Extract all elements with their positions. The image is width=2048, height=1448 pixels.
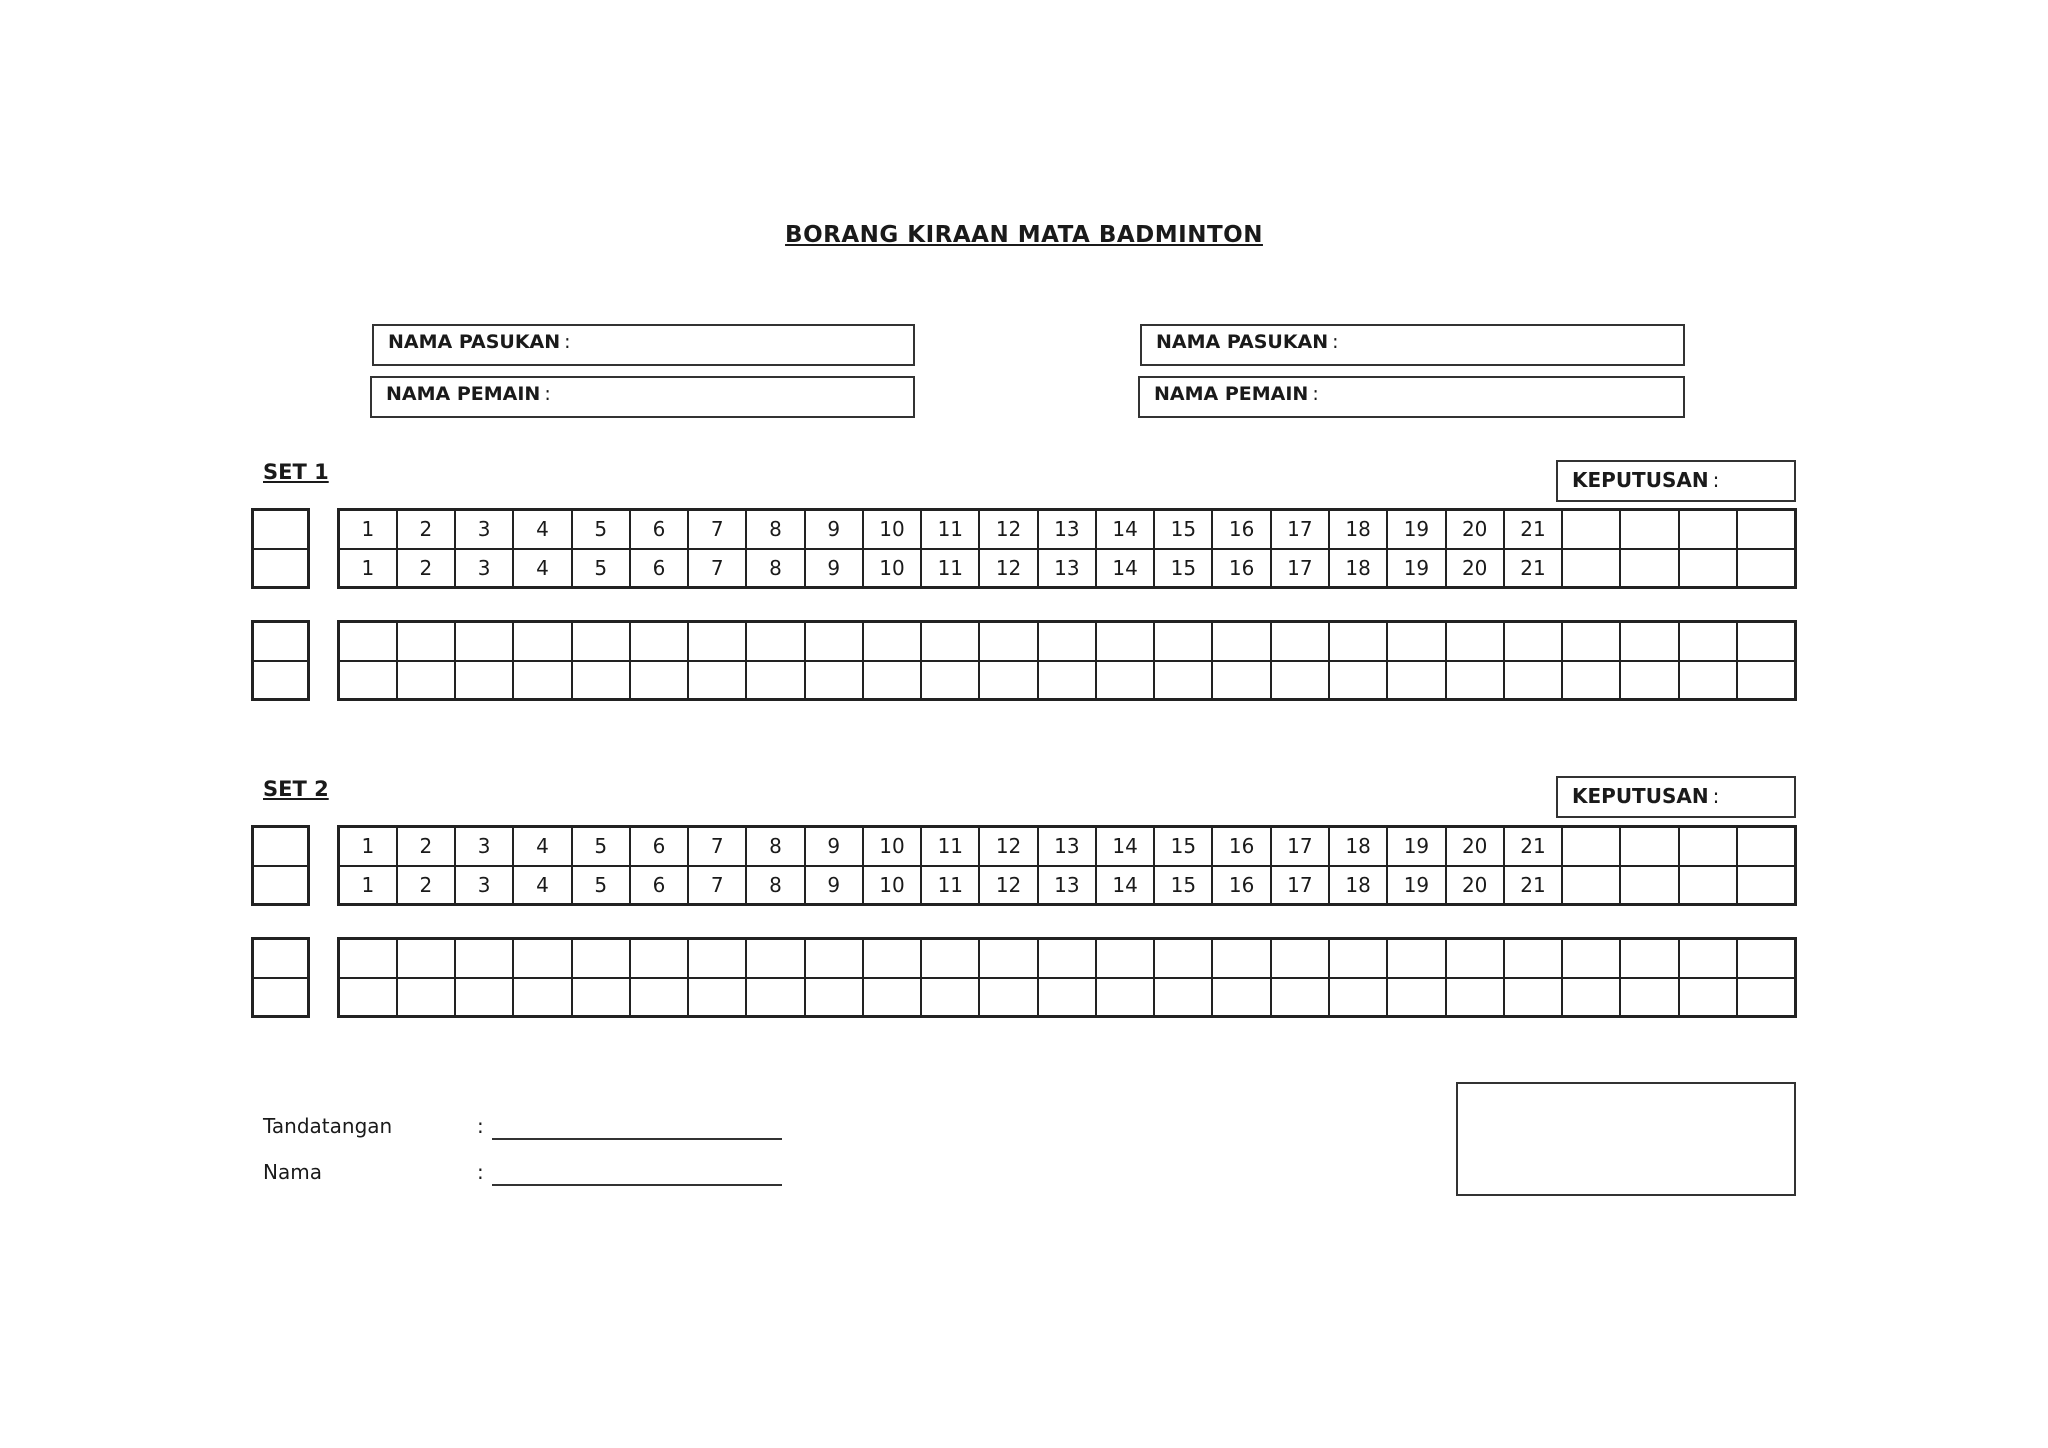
tally-cell[interactable] (513, 622, 571, 661)
score-number-cell[interactable]: 1 (339, 510, 397, 549)
tally-cell[interactable] (979, 978, 1037, 1017)
score-number-cell[interactable] (1562, 510, 1620, 549)
score-number-cell[interactable]: 10 (863, 549, 921, 588)
name-line[interactable] (492, 1184, 782, 1186)
tally-cell[interactable] (1562, 661, 1620, 700)
tally-cell[interactable] (979, 661, 1037, 700)
page-title: BORANG KIRAAN MATA BADMINTON (785, 222, 1263, 248)
score-number-cell[interactable]: 21 (1504, 549, 1562, 588)
score-number-cell[interactable]: 11 (921, 866, 979, 905)
set-1-tally-side-boxes (251, 620, 310, 701)
score-number-cell[interactable]: 20 (1446, 549, 1504, 588)
score-number-cell[interactable]: 9 (805, 827, 863, 866)
score-number-cell[interactable]: 16 (1212, 827, 1270, 866)
tally-cell[interactable] (1154, 661, 1212, 700)
set-1-tally-grid (337, 620, 1797, 701)
score-number-cell[interactable]: 13 (1038, 827, 1096, 866)
score-number-cell[interactable]: 5 (572, 549, 630, 588)
tally-cell[interactable] (1504, 939, 1562, 978)
score-number-cell[interactable]: 14 (1096, 827, 1154, 866)
tally-cell[interactable] (397, 939, 455, 978)
tally-cell[interactable] (805, 661, 863, 700)
score-number-cell[interactable]: 18 (1329, 866, 1387, 905)
score-number-cell[interactable]: 11 (921, 510, 979, 549)
tally-cell[interactable] (1329, 978, 1387, 1017)
tally-cell[interactable] (1271, 978, 1329, 1017)
set-2-decision-field[interactable] (1556, 776, 1796, 818)
score-number-cell[interactable]: 13 (1038, 549, 1096, 588)
server-box[interactable] (253, 510, 309, 549)
tally-cell[interactable] (746, 939, 804, 978)
tally-cell[interactable] (1212, 661, 1270, 700)
tally-cell[interactable] (1679, 661, 1737, 700)
score-number-cell[interactable]: 17 (1271, 510, 1329, 549)
tally-cell[interactable] (397, 622, 455, 661)
server-box[interactable] (253, 549, 309, 588)
tally-cell[interactable] (746, 978, 804, 1017)
tally-cell[interactable] (455, 622, 513, 661)
decision-label: KEPUTUSAN (1572, 468, 1709, 492)
tally-cell[interactable] (1679, 939, 1737, 978)
score-number-cell[interactable]: 17 (1271, 549, 1329, 588)
team-name-label: NAMA PASUKAN (388, 331, 561, 353)
tally-cell[interactable] (630, 661, 688, 700)
score-number-cell[interactable] (1620, 827, 1678, 866)
score-number-cell[interactable]: 21 (1504, 866, 1562, 905)
tally-cell[interactable] (863, 939, 921, 978)
tally-cell[interactable] (1154, 939, 1212, 978)
tally-cell[interactable] (572, 939, 630, 978)
score-number-cell[interactable]: 17 (1271, 827, 1329, 866)
colon: : (1312, 383, 1319, 405)
score-number-cell[interactable]: 14 (1096, 549, 1154, 588)
score-number-cell[interactable]: 5 (572, 827, 630, 866)
tally-cell[interactable] (1620, 939, 1678, 978)
tally-cell[interactable] (1154, 622, 1212, 661)
score-number-cell[interactable]: 12 (979, 549, 1037, 588)
tally-cell[interactable] (1679, 978, 1737, 1017)
score-number-cell[interactable]: 17 (1271, 866, 1329, 905)
tally-cell[interactable] (1212, 622, 1270, 661)
set-1-server-boxes (251, 508, 310, 589)
tally-cell[interactable] (513, 939, 571, 978)
score-number-cell[interactable] (1737, 827, 1796, 866)
tally-cell[interactable] (688, 661, 746, 700)
score-number-cell[interactable]: 8 (746, 866, 804, 905)
score-number-cell[interactable]: 21 (1504, 510, 1562, 549)
tally-cell[interactable] (1504, 622, 1562, 661)
set-2-server-boxes (251, 825, 310, 906)
score-number-cell[interactable]: 9 (805, 510, 863, 549)
score-number-cell[interactable]: 12 (979, 827, 1037, 866)
tally-cell[interactable] (1154, 978, 1212, 1017)
score-number-cell[interactable]: 18 (1329, 549, 1387, 588)
score-number-cell[interactable] (1737, 510, 1796, 549)
set-1-decision-field[interactable] (1556, 460, 1796, 502)
team-name-field-left[interactable] (372, 324, 915, 366)
score-number-cell[interactable]: 19 (1387, 549, 1445, 588)
name-label: Nama (263, 1160, 322, 1184)
tally-cell[interactable] (339, 978, 397, 1017)
score-number-cell[interactable]: 20 (1446, 866, 1504, 905)
score-number-cell[interactable]: 10 (863, 827, 921, 866)
tally-cell[interactable] (1562, 978, 1620, 1017)
tally-cell[interactable] (339, 622, 397, 661)
team-name-field-right[interactable] (1140, 324, 1685, 366)
score-number-cell[interactable]: 11 (921, 827, 979, 866)
colon: : (1712, 468, 1720, 492)
tally-cell[interactable] (1446, 978, 1504, 1017)
tally-cell[interactable] (688, 622, 746, 661)
tally-cell[interactable] (921, 661, 979, 700)
tally-cell[interactable] (1038, 661, 1096, 700)
score-number-cell[interactable]: 4 (513, 510, 571, 549)
score-number-cell[interactable]: 15 (1154, 549, 1212, 588)
score-number-cell[interactable]: 12 (979, 866, 1037, 905)
score-number-cell[interactable]: 16 (1212, 549, 1270, 588)
tally-cell[interactable] (1096, 939, 1154, 978)
score-number-cell[interactable]: 15 (1154, 827, 1212, 866)
score-number-cell[interactable]: 16 (1212, 510, 1270, 549)
score-number-cell[interactable]: 2 (397, 549, 455, 588)
result-box[interactable] (1456, 1082, 1796, 1196)
tally-cell[interactable] (1387, 622, 1445, 661)
tally-cell[interactable] (1737, 939, 1796, 978)
score-number-cell[interactable]: 5 (572, 866, 630, 905)
colon: : (477, 1160, 484, 1184)
tally-cell[interactable] (630, 978, 688, 1017)
tally-cell[interactable] (630, 622, 688, 661)
tally-cell[interactable] (1271, 622, 1329, 661)
score-number-cell[interactable]: 3 (455, 866, 513, 905)
set-2-tally-side-boxes (251, 937, 310, 1018)
score-number-cell[interactable]: 15 (1154, 866, 1212, 905)
set-2-tally-grid (337, 937, 1797, 1018)
score-number-cell[interactable] (1620, 510, 1678, 549)
tally-cell[interactable] (1387, 978, 1445, 1017)
score-number-cell[interactable]: 7 (688, 549, 746, 588)
tally-cell[interactable] (455, 978, 513, 1017)
player-name-field-right[interactable] (1138, 376, 1685, 418)
score-number-cell[interactable]: 5 (572, 510, 630, 549)
tally-cell[interactable] (1737, 622, 1796, 661)
tally-cell[interactable] (1329, 939, 1387, 978)
score-number-cell[interactable] (1737, 549, 1796, 588)
tally-cell[interactable] (1038, 939, 1096, 978)
signature-label: Tandatangan (263, 1114, 393, 1138)
tally-cell[interactable] (1329, 622, 1387, 661)
tally-cell[interactable] (339, 939, 397, 978)
score-number-cell[interactable]: 19 (1387, 866, 1445, 905)
colon: : (1332, 331, 1339, 353)
tally-cell[interactable] (921, 939, 979, 978)
tally-cell[interactable] (455, 939, 513, 978)
score-number-cell[interactable]: 14 (1096, 866, 1154, 905)
player-name-field-left[interactable] (370, 376, 915, 418)
tally-cell[interactable] (1562, 939, 1620, 978)
score-number-cell[interactable]: 8 (746, 510, 804, 549)
tally-cell[interactable] (572, 622, 630, 661)
score-number-cell[interactable] (1620, 549, 1678, 588)
score-number-cell[interactable]: 13 (1038, 866, 1096, 905)
tally-cell[interactable] (979, 622, 1037, 661)
tally-cell[interactable] (1620, 661, 1678, 700)
score-number-cell[interactable]: 8 (746, 827, 804, 866)
score-number-cell[interactable]: 9 (805, 549, 863, 588)
tally-side-box[interactable] (253, 939, 309, 978)
score-number-cell[interactable]: 3 (455, 549, 513, 588)
score-number-cell[interactable]: 6 (630, 827, 688, 866)
tally-cell[interactable] (1620, 622, 1678, 661)
score-number-cell[interactable]: 6 (630, 549, 688, 588)
tally-cell[interactable] (979, 939, 1037, 978)
tally-cell[interactable] (1620, 978, 1678, 1017)
score-number-cell[interactable]: 10 (863, 866, 921, 905)
tally-cell[interactable] (805, 622, 863, 661)
signature-line[interactable] (492, 1138, 782, 1140)
tally-cell[interactable] (455, 661, 513, 700)
tally-cell[interactable] (1446, 622, 1504, 661)
tally-cell[interactable] (863, 661, 921, 700)
team-name-label: NAMA PASUKAN (1156, 331, 1329, 353)
tally-cell[interactable] (1504, 661, 1562, 700)
score-number-cell[interactable]: 2 (397, 827, 455, 866)
server-box[interactable] (253, 866, 309, 905)
tally-cell[interactable] (1038, 622, 1096, 661)
tally-cell[interactable] (1679, 622, 1737, 661)
server-box[interactable] (253, 827, 309, 866)
tally-cell[interactable] (1329, 661, 1387, 700)
score-number-cell[interactable]: 1 (339, 549, 397, 588)
tally-cell[interactable] (863, 622, 921, 661)
score-number-cell[interactable]: 20 (1446, 827, 1504, 866)
tally-cell[interactable] (688, 939, 746, 978)
tally-cell[interactable] (1737, 661, 1796, 700)
score-number-cell[interactable]: 4 (513, 827, 571, 866)
score-number-cell[interactable]: 21 (1504, 827, 1562, 866)
tally-cell[interactable] (1096, 661, 1154, 700)
score-number-cell[interactable]: 20 (1446, 510, 1504, 549)
tally-cell[interactable] (1212, 939, 1270, 978)
score-number-cell[interactable]: 19 (1387, 827, 1445, 866)
score-number-cell[interactable]: 4 (513, 549, 571, 588)
score-number-cell[interactable]: 7 (688, 827, 746, 866)
tally-cell[interactable] (1096, 978, 1154, 1017)
colon: : (1712, 784, 1720, 808)
score-number-cell[interactable]: 19 (1387, 510, 1445, 549)
colon: : (477, 1114, 484, 1138)
tally-cell[interactable] (339, 661, 397, 700)
score-number-cell[interactable]: 4 (513, 866, 571, 905)
tally-cell[interactable] (1271, 939, 1329, 978)
score-number-cell[interactable]: 7 (688, 510, 746, 549)
score-number-cell[interactable]: 6 (630, 510, 688, 549)
score-number-cell[interactable]: 13 (1038, 510, 1096, 549)
score-number-cell[interactable]: 15 (1154, 510, 1212, 549)
score-number-cell[interactable] (1679, 549, 1737, 588)
score-number-cell[interactable]: 7 (688, 866, 746, 905)
tally-cell[interactable] (805, 939, 863, 978)
tally-cell[interactable] (630, 939, 688, 978)
tally-cell[interactable] (572, 978, 630, 1017)
score-number-cell[interactable]: 12 (979, 510, 1037, 549)
tally-cell[interactable] (572, 661, 630, 700)
tally-side-box[interactable] (253, 661, 309, 700)
score-number-cell[interactable]: 1 (339, 827, 397, 866)
score-number-cell[interactable]: 8 (746, 549, 804, 588)
tally-cell[interactable] (1504, 978, 1562, 1017)
score-number-cell[interactable]: 16 (1212, 866, 1270, 905)
score-number-cell[interactable]: 11 (921, 549, 979, 588)
set-1-label: SET 1 (263, 460, 329, 484)
set-2-score-numbers (337, 825, 1797, 906)
tally-cell[interactable] (1038, 978, 1096, 1017)
score-number-cell[interactable]: 14 (1096, 510, 1154, 549)
tally-cell[interactable] (1446, 939, 1504, 978)
colon: : (564, 331, 571, 353)
score-number-cell[interactable]: 18 (1329, 827, 1387, 866)
score-number-cell[interactable]: 1 (339, 866, 397, 905)
tally-cell[interactable] (1271, 661, 1329, 700)
colon: : (544, 383, 551, 405)
score-number-cell[interactable]: 2 (397, 510, 455, 549)
score-number-cell[interactable] (1562, 866, 1620, 905)
tally-cell[interactable] (921, 622, 979, 661)
player-name-label: NAMA PEMAIN (386, 383, 541, 405)
tally-cell[interactable] (1737, 978, 1796, 1017)
score-number-cell[interactable] (1562, 827, 1620, 866)
decision-label: KEPUTUSAN (1572, 784, 1709, 808)
tally-cell[interactable] (513, 661, 571, 700)
set-2-label: SET 2 (263, 777, 329, 801)
score-number-cell[interactable] (1737, 866, 1796, 905)
tally-cell[interactable] (746, 661, 804, 700)
tally-cell[interactable] (1446, 661, 1504, 700)
tally-side-box[interactable] (253, 622, 309, 661)
score-number-cell[interactable] (1679, 827, 1737, 866)
tally-side-box[interactable] (253, 978, 309, 1017)
score-number-cell[interactable]: 18 (1329, 510, 1387, 549)
tally-cell[interactable] (1387, 939, 1445, 978)
tally-cell[interactable] (746, 622, 804, 661)
score-number-cell[interactable]: 10 (863, 510, 921, 549)
player-name-label: NAMA PEMAIN (1154, 383, 1309, 405)
score-number-cell[interactable]: 3 (455, 510, 513, 549)
score-number-cell[interactable] (1620, 866, 1678, 905)
tally-cell[interactable] (397, 978, 455, 1017)
tally-cell[interactable] (397, 661, 455, 700)
tally-cell[interactable] (805, 978, 863, 1017)
tally-cell[interactable] (1387, 661, 1445, 700)
tally-cell[interactable] (513, 978, 571, 1017)
tally-cell[interactable] (1212, 978, 1270, 1017)
tally-cell[interactable] (863, 978, 921, 1017)
score-number-cell[interactable] (1679, 866, 1737, 905)
score-number-cell[interactable]: 3 (455, 827, 513, 866)
score-number-cell[interactable]: 9 (805, 866, 863, 905)
tally-cell[interactable] (1562, 622, 1620, 661)
score-number-cell[interactable]: 2 (397, 866, 455, 905)
score-number-cell[interactable]: 6 (630, 866, 688, 905)
score-number-cell[interactable] (1562, 549, 1620, 588)
score-number-cell[interactable] (1679, 510, 1737, 549)
tally-cell[interactable] (1096, 622, 1154, 661)
tally-cell[interactable] (688, 978, 746, 1017)
tally-cell[interactable] (921, 978, 979, 1017)
set-1-score-numbers (337, 508, 1797, 589)
